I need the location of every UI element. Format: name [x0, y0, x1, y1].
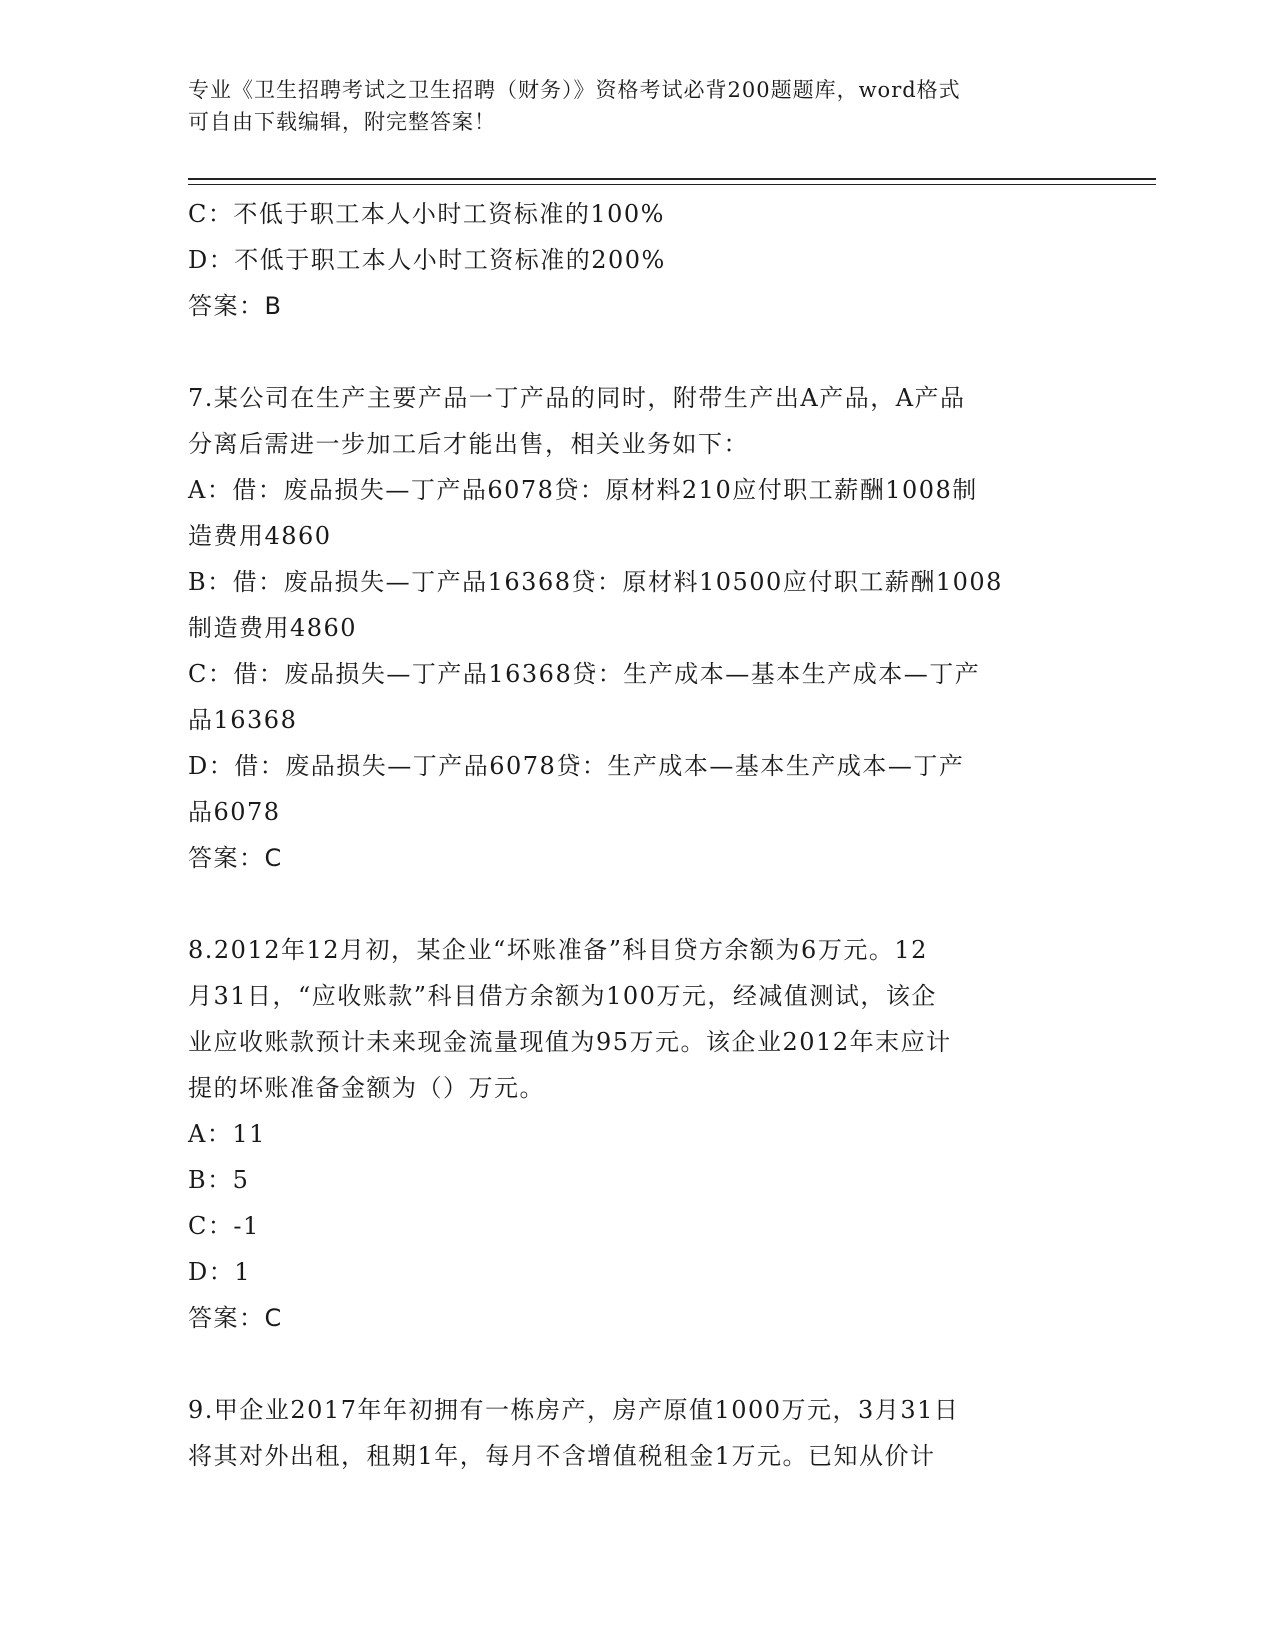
q7-option-b-line-2: 制造费用4860 [188, 614, 358, 642]
header-title-line-1: 专业《卫生招聘考试之卫生招聘（财务）》资格考试必背200题题库，word格式 [188, 78, 961, 102]
spacer [188, 1341, 1088, 1387]
q8-stem-line-4: 提的坏账准备金额为（）万元。 [188, 1074, 545, 1102]
header-title-line-2: 可自由下载编辑，附完整答案！ [188, 110, 496, 134]
q8-stem-line-3: 业应收账款预计未来现金流量现值为95万元。该企业2012年末应计 [188, 1028, 952, 1056]
q8-option-c: C：-1 [188, 1212, 260, 1240]
q8-answer: 答案：C [188, 1304, 283, 1332]
spacer [188, 881, 1088, 927]
q8-stem-line-2: 月31日，“应收账款”科目借方余额为100万元，经减值测试，该企 [188, 982, 937, 1010]
q7-option-c-line-1: C：借：废品损失—丁产品16368贷：生产成本—基本生产成本—丁产 [188, 660, 981, 688]
q7-option-b-line-1: B：借：废品损失—丁产品16368贷：原材料10500应付职工薪酬1008 [188, 568, 1003, 596]
q6-option-d: D：不低于职工本人小时工资标准的200% [188, 246, 666, 274]
q9-stem-line-1: 9.甲企业2017年年初拥有一栋房产，房产原值1000万元，3月31日 [188, 1396, 960, 1424]
spacer [188, 329, 1088, 375]
question-9 [188, 1387, 1088, 1479]
header-divider-thin [188, 184, 1156, 185]
q8-option-d: D：1 [188, 1258, 252, 1286]
q7-option-d-line-2: 品6078 [188, 798, 281, 826]
q8-option-b: B：5 [188, 1166, 250, 1194]
q6-option-c: C：不低于职工本人小时工资标准的100% [188, 200, 665, 228]
q7-option-a-line-2: 造费用4860 [188, 522, 332, 550]
header-divider-thick [188, 178, 1156, 180]
q6-answer: 答案：B [188, 292, 283, 320]
q7-option-c-line-2: 品16368 [188, 706, 298, 734]
q9-stem-line-2: 将其对外出租，租期1年，每月不含增值税租金1万元。已知从价计 [188, 1442, 936, 1470]
question-6-tail [188, 191, 1088, 329]
question-8 [188, 927, 1088, 1341]
q7-stem-line-1: 7.某公司在生产主要产品一丁产品的同时，附带生产出A产品，A产品 [188, 384, 966, 412]
q7-stem-line-2: 分离后需进一步加工后才能出售，相关业务如下： [188, 430, 749, 458]
q8-option-a: A：11 [188, 1120, 266, 1148]
question-content [188, 191, 1088, 1479]
question-7 [188, 375, 1088, 881]
q8-stem-line-1: 8.2012年12月初，某企业“坏账准备”科目贷方余额为6万元。12 [188, 936, 928, 964]
document-header [188, 74, 1068, 138]
q7-option-d-line-1: D：借：废品损失—丁产品6078贷：生产成本—基本生产成本—丁产 [188, 752, 965, 780]
q7-answer: 答案：C [188, 844, 283, 872]
q7-option-a-line-1: A：借：废品损失—丁产品6078贷：原材料210应付职工薪酬1008制 [188, 476, 978, 504]
